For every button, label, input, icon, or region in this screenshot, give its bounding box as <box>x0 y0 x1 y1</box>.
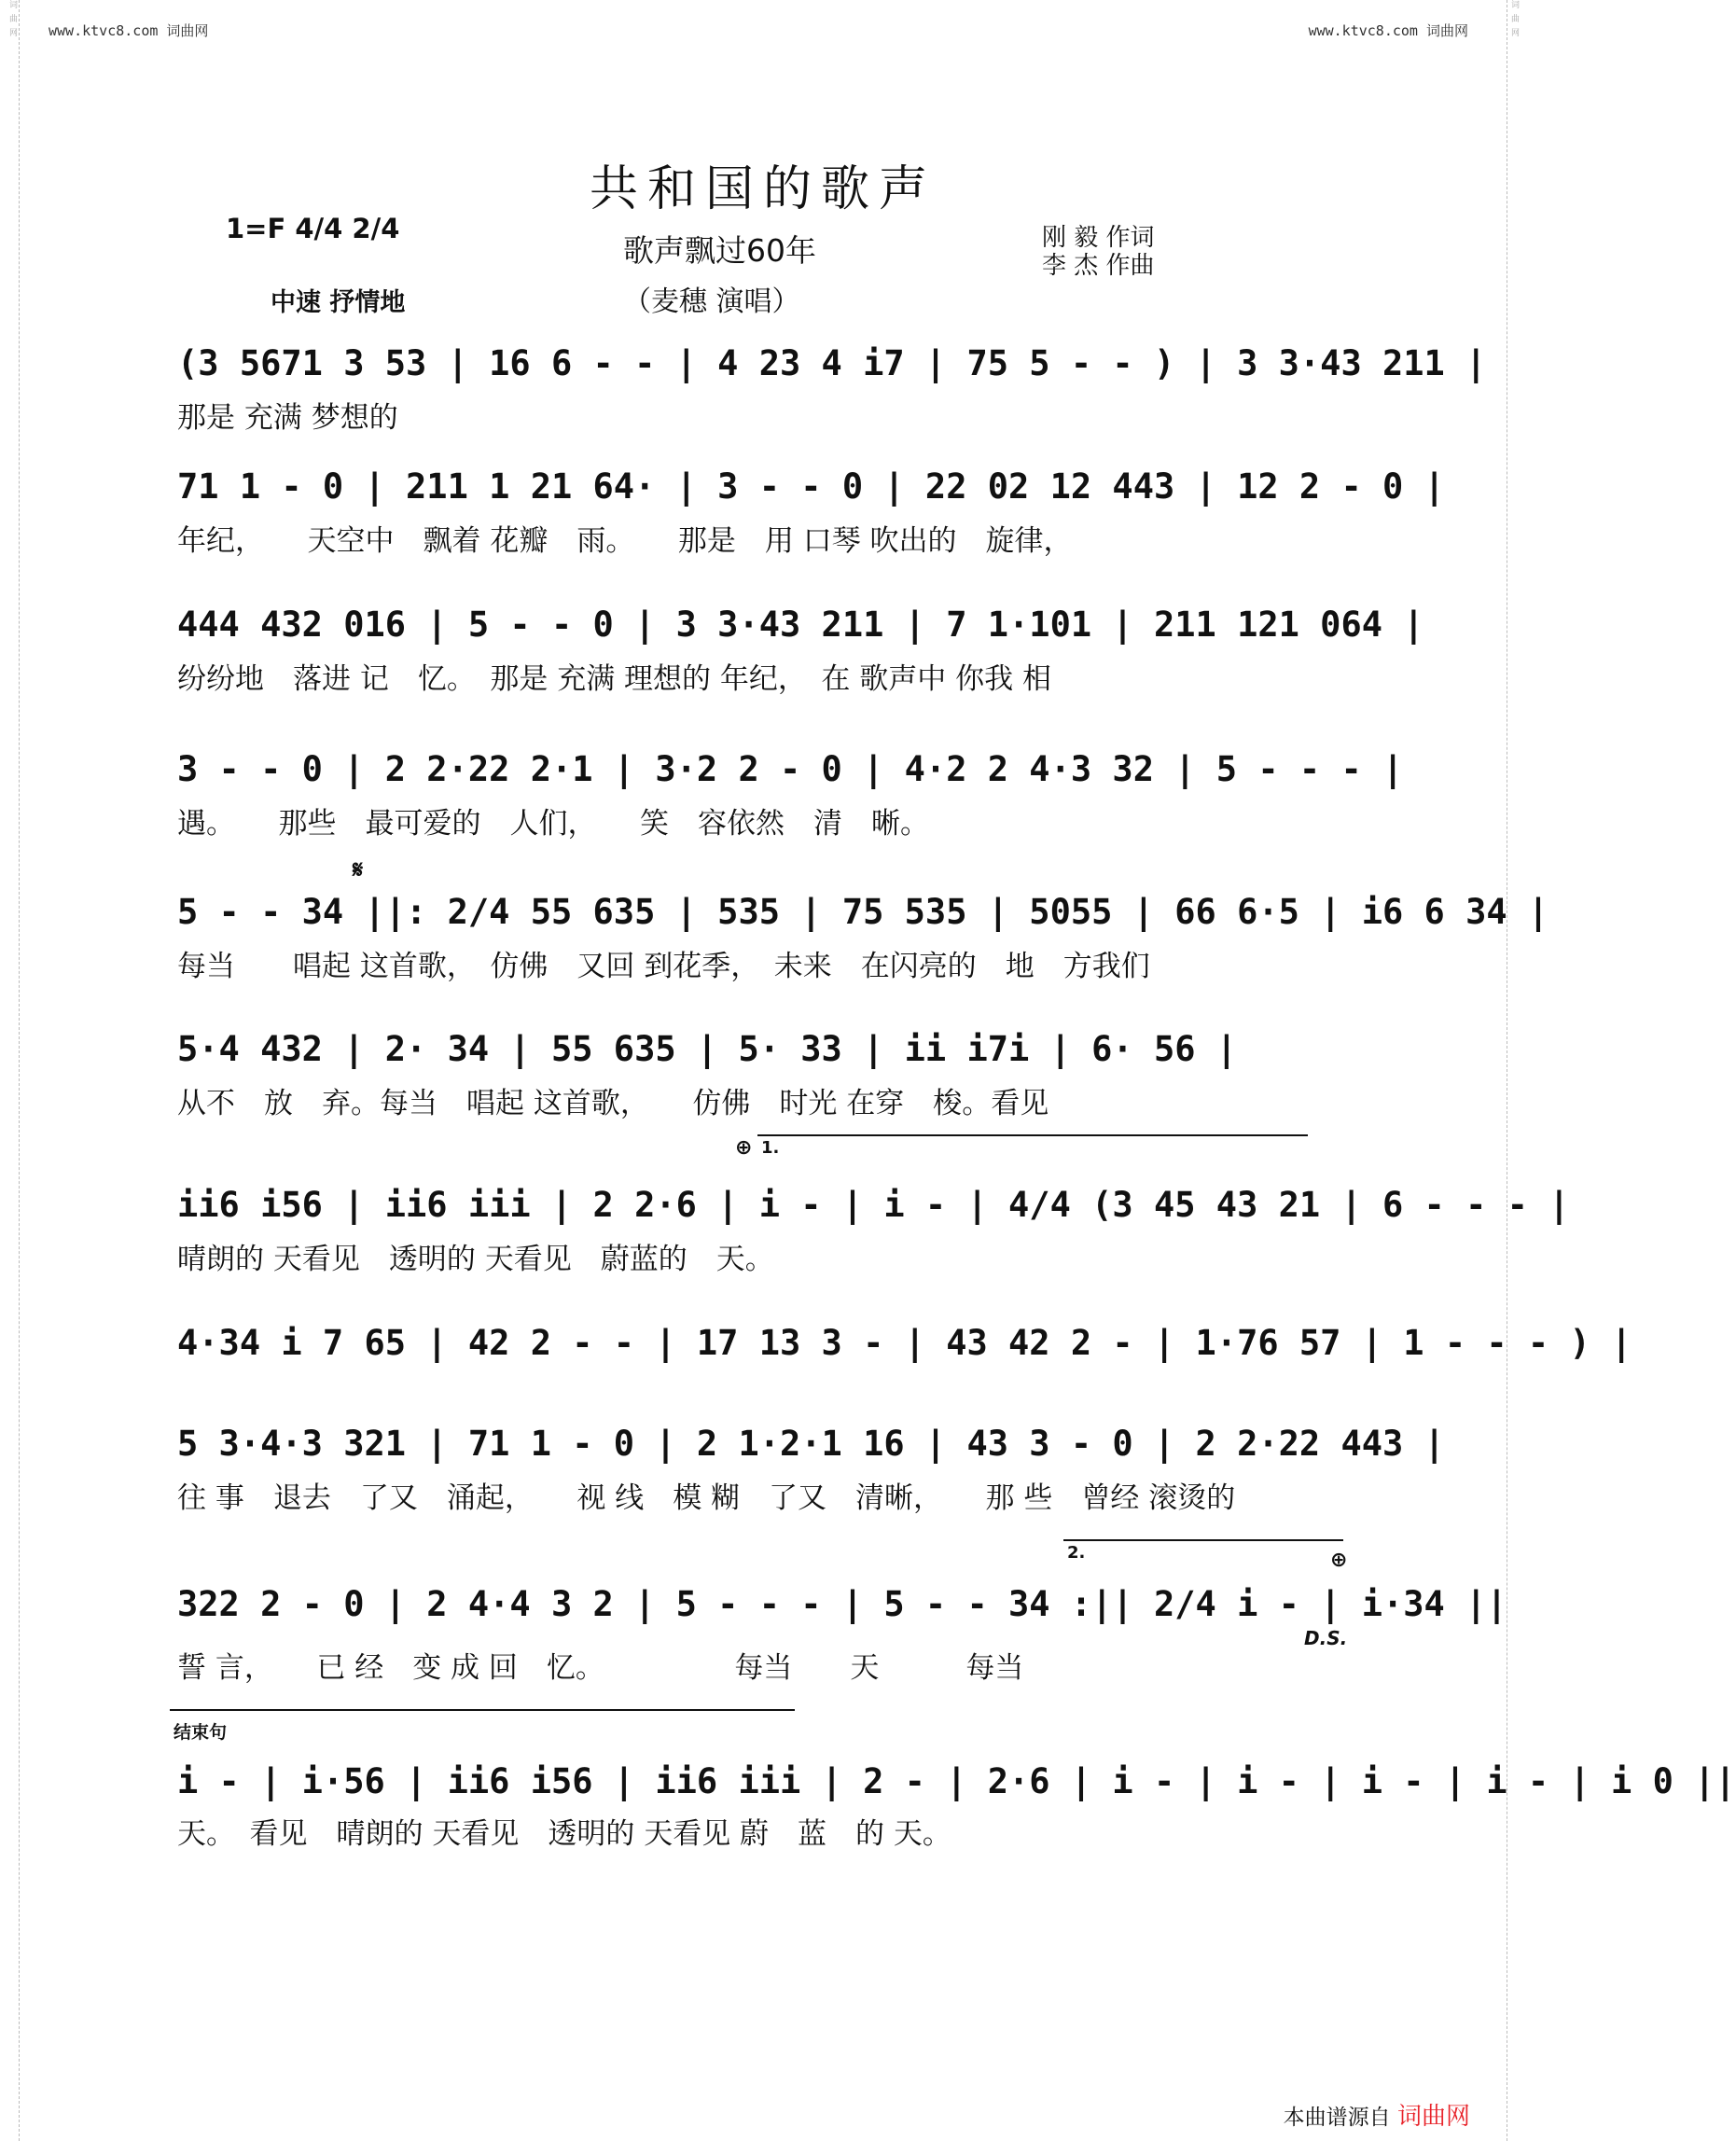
side-watermark-right <box>1507 0 1521 2141</box>
notes-row-3: 444 432 016 | 5 - - 0 | 3 3·43 211 | 7 1·101 | 211 121 064 | <box>177 605 1424 645</box>
footer-prefix: 本曲谱源自 <box>1283 2106 1391 2130</box>
credits <box>1042 224 1155 280</box>
side-watermark-right-text: 词曲网 <box>1509 0 1519 42</box>
ds-marking: D.S. <box>1304 1627 1348 1649</box>
ending-bracket <box>170 1709 795 1711</box>
side-watermark-left-text: 词曲网 <box>7 0 17 42</box>
side-watermark-left <box>6 0 20 2141</box>
lyrics-row-2: 年纪， 天空中 飘着 花瓣 雨。 那是 用 口琴 吹出的 旋律， <box>177 524 1073 558</box>
lyricist: 刚 毅 作词 <box>1042 224 1155 252</box>
coda-sign-1: ⊕ <box>735 1136 753 1160</box>
composer: 李 杰 作曲 <box>1042 252 1155 280</box>
coda-sign-2: ⊕ <box>1330 1549 1348 1572</box>
lyrics-row-10: 誓 言， 已 经 变 成 回 忆。 每当 天 每当 <box>177 1651 1024 1685</box>
notes-row-5: 5 - - 34 ||: 2/4 55 635 | 535 | 75 535 | 5055 | 66 6·5 | i6 6 34 | <box>177 892 1549 932</box>
tempo-marking: 中速 抒情地 <box>271 288 406 317</box>
ending-label: 结束句 <box>174 1722 228 1743</box>
song-subtitle: 歌声飘过60年 <box>623 232 816 269</box>
lyrics-row-11: 天。 看见 晴朗的 天看见 透明的 天看见 蔚 蓝 的 天。 <box>177 1817 951 1851</box>
notes-row-4: 3 - - 0 | 2 2·22 2·1 | 3·2 2 - 0 | 4·2 2 4·3 32 | 5 - - - | <box>177 749 1404 789</box>
lyrics-row-7: 晴朗的 天看见 透明的 天看见 蔚蓝的 天。 <box>177 1243 774 1276</box>
lyrics-row-4: 遇。 那些 最可爱的 人们， 笑 容依然 清 晰。 <box>177 807 929 841</box>
footer <box>1284 2097 1470 2132</box>
footer-brand-link[interactable]: 词曲网 <box>1396 2103 1470 2131</box>
singer: （麦穗 演唱） <box>623 285 800 318</box>
lyrics-row-5: 每当 唱起 这首歌， 仿佛 又回 到花季， 未来 在闪亮的 地 方我们 <box>177 950 1150 983</box>
lyrics-row-6: 从不 放 弃。每当 唱起 这首歌， 仿佛 时光 在穿 梭。看见 <box>177 1087 1049 1120</box>
song-title: 共和国的歌声 <box>589 161 937 217</box>
notes-row-6: 5·4 432 | 2· 34 | 55 635 | 5· 33 | ii i7i | 6· 56 | <box>177 1029 1238 1069</box>
header-right: www.ktvc8.com 词曲网 <box>1308 22 1468 39</box>
notes-row-9: 5 3·4·3 321 | 71 1 - 0 | 2 1·2·1 16 | 43 3 - 0 | 2 2·22 443 | <box>177 1424 1445 1464</box>
notes-row-8: 4·34 i 7 65 | 42 2 - - | 17 13 3 - | 43 42 2 - | 1·76 57 | 1 - - - ) | <box>177 1323 1632 1363</box>
lyrics-row-9: 往 事 退去 了又 涌起， 视 线 模 糊 了又 清晰， 那 些 曾经 滚烫的 <box>177 1481 1236 1515</box>
notes-row-1: (3 5671 3 53 | 16 6 - - | 4 23 4 i7 | 75 5 - - ) | 3 3·43 211 | <box>177 343 1487 383</box>
header-left: www.ktvc8.com 词曲网 <box>49 22 209 39</box>
lyrics-row-1: 那是 充满 梦想的 <box>177 401 398 435</box>
volta-1-bracket <box>757 1134 1308 1136</box>
notes-row-11: i - | i·56 | ii6 i56 | ii6 iii | 2 - | 2·6 | i - | i - | i - | i - | i 0 || <box>177 1761 1736 1801</box>
volta-2-label: 2. <box>1067 1543 1086 1563</box>
key-signature: 1=F 4/4 2/4 <box>226 213 400 244</box>
notes-row-10: 322 2 - 0 | 2 4·4 3 2 | 5 - - - | 5 - - 34 :|| 2/4 i - | i·34 || <box>177 1584 1507 1624</box>
lyrics-row-3: 纷纷地 落进 记 忆。 那是 充满 理想的 年纪， 在 歌声中 你我 相 <box>177 662 1051 696</box>
notes-row-2: 71 1 - 0 | 211 1 21 64· | 3 - - 0 | 22 02 12 443 | 12 2 - 0 | <box>177 466 1445 507</box>
volta-1-label: 1. <box>761 1138 780 1158</box>
notes-row-7: ii6 i56 | ii6 iii | 2 2·6 | i - | i - | 4/4 (3 45 43 21 | 6 - - - | <box>177 1185 1570 1225</box>
volta-2-bracket <box>1063 1539 1343 1541</box>
segno-sign: 𝄋 <box>353 856 364 884</box>
